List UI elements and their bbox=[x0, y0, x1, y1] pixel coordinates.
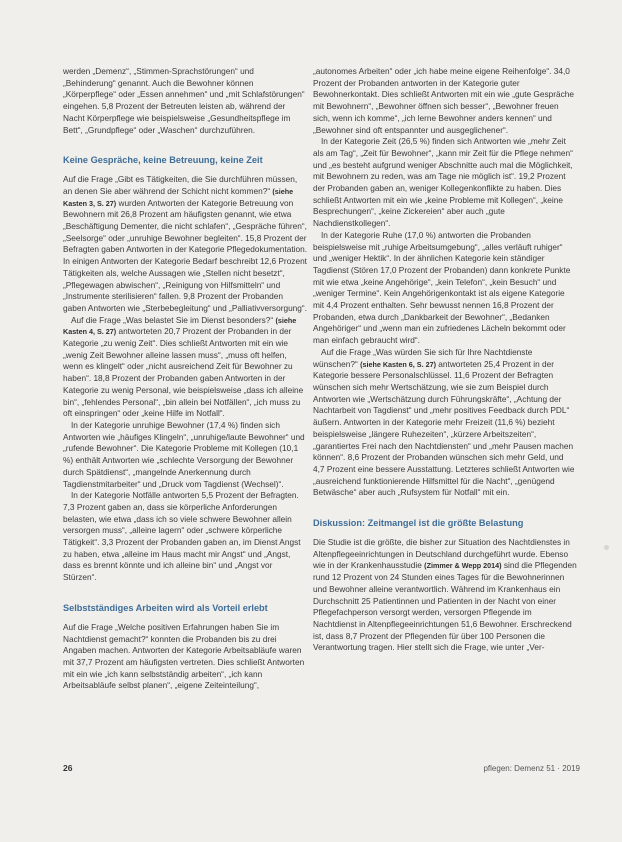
right-column bbox=[313, 66, 577, 654]
paragraph-text: Auf die Frage „Gibt es Tätigkeiten, die Sie durchführen müssen, an denen Sie aber während der Schicht nicht kommen?“ bbox=[63, 174, 298, 196]
punch-hole-mark bbox=[604, 545, 609, 550]
paragraph: „autonomes Arbeiten“ oder „ich habe meine eigene Reihenfolge“. 34,0 Prozent der Probanden antworten in der Kategorie guter Bewohnerkontakt. Dies schließt Antworten mit ein wie „gute Gespräche mit Bewohnern“, „Bewohner öffnen sich besser“, „Bewohner freuen sich, wenn ich komme“, „ich lerne Bewohner anders kennen“ und „Bewohner sind oft entspannter und ausgeglichener“. bbox=[313, 66, 575, 135]
section-heading-keine-gespraeche: Keine Gespräche, keine Betreuung, keine Zeit bbox=[63, 155, 263, 166]
paragraph: Auf die Frage „Welche positiven Erfahrungen haben Sie im Nachtdienst gemacht?“ konnten die Probanden bis zu drei Angaben machen. Antworten der Kategorie Arbeitsabläufe waren mit 37,7 Prozent am häufigsten vertreten. Dies schließt Antworten mit ein wie „ich kann selbstständig arbeiten“, „ich kann Arbeitsabläufe selbst planen“, „eigene Zeiteinteilung“, bbox=[63, 621, 305, 691]
paragraph bbox=[63, 174, 308, 314]
paragraph: In der Kategorie unruhige Bewohner (17,4 %) finden sich Antworten wie „häufiges Klingeln“, „unruhige/laute Bewohner“ und „rufende Bewohner“. Die Kategorie Probleme mit Kollegen (10,1 %) enthält Antworten wie „schlechte Versorgung der Bewohner durch Spätdienst“, „mangelnde Anerkennung durch Tagdienstmitarbeiter“ und „Druck vom Tagdienst (Wechsel)“. bbox=[63, 419, 305, 489]
publication-footer: pflegen: Demenz 51 · 2019 bbox=[483, 764, 580, 773]
paragraph: In der Kategorie Notfälle antworten 5,5 Prozent der Befragten. 7,3 Prozent gaben an, dass sie körperliche Anforderungen belasten, wie etwa „dass ich so viele schwere Bewohner allein versorgen muss“, „alleine lagern“ oder „schwere körperliche Tätigkeit“. 3,3 Prozent der Probanden gaben an, im Dienst Angst zu haben, etwa „alleine im Haus macht mir Angst“ und „Angst, dass es brennt könnte und ich alleine bin“ und „Angst vor Stürzen“. bbox=[63, 490, 301, 583]
section-heading-diskussion: Diskussion: Zeitmangel ist die größte Belastung bbox=[313, 518, 524, 529]
paragraph: werden „Demenz“, „Stimmen-Sprachstörungen“ und „Behinderung“ genannt. Auch die Bewohner können „Körperpflege“ oder „Essen annehmen“ und „mit Schlafstörungen“ eingehen. 5,8 Prozent der Betreuten leisten ab, während der Nacht Körperpflege wie beispielsweise „Gesundheitspflege im Bett“, „Grundpflege“ oder „Waschen“ durchzuführen. bbox=[63, 66, 305, 135]
paragraph: In der Kategorie Ruhe (17,0 %) antworten die Probanden beispielsweise mit „ruhige Arbeitsumgebung“, „alles verläuft ruhiger“ und „weniger Hektik“. In der ähnlichen Kategorie kein ständiger Tagdienst (Stören 17,0 Prozent der Probanden) dann konkrete Punkte mit wie etwa „keine Angehörige“, „kein Telefon“, „kein Besuch“ und „weniger Termine“. Kein Angehörigenkontakt ist als eigene Kategorie mit 4,4 Prozent enthalten. Sehr bewusst nennen 16,8 Prozent der Probanden, etwa durch „Dankbarkeit der Bewohner“, „Bedanken Angehöriger“ und „wenn man ein zufriedenes Lächeln bekommt oder man einfach gebraucht wird“. bbox=[313, 229, 571, 346]
section-heading-selbststaendiges-arbeiten: Selbstständiges Arbeiten wird als Vorteil erlebt bbox=[63, 602, 268, 613]
left-column bbox=[63, 66, 308, 692]
paragraph bbox=[63, 315, 308, 420]
page-number: 26 bbox=[63, 763, 73, 773]
box-reference: (siehe Kasten 3, S. 27) bbox=[63, 186, 294, 208]
paragraph-text: Auf die Frage „Was belastet Sie im Dienst besonders?“ bbox=[71, 314, 274, 325]
paragraph-text: sind die Pflegenden rund 12 Prozent von 24 Stunden eines Tages für die Bewohnerinnen und Bewohner alleine verantwortlich. Während im Krankenhaus ein Durchschnitt 25 Patientinnen und Patienten in der Nacht von einer Pflegefachperson versorgt werden, versorgen Pflegende im Nachtdienst in Altenpflegeeinrichtungen 51,6 Bewohner. Erschreckend ist, dass 8,7 Prozent der Pflegenden für über 100 Personen die Verantwortung tragen. Hier stellt sich die Frage, wie unter „Ver- bbox=[313, 560, 577, 653]
paragraph bbox=[313, 347, 577, 499]
paragraph-text: antworteten 20,7 Prozent der Probanden in der Kategorie „zu wenig Zeit“. Dies schließt Antworten mit ein wie „wenig Zeit Bewohner alleine lassen muss“, „muss oft helfen, wenn es klingelt“ oder „nicht ausreichend Zeit für Bewohner zu haben“. 18,8 Prozent der Probanden gaben Antworten in der Kategorie zu wenig Personal, wie beispielsweise „dass ich alleine bin“, „fehlendes Personal“, „bin allein bei Notfällen“, „ich muss zu oft einspringen“ oder „keine Hilfe im Notfall“. bbox=[63, 326, 304, 419]
paragraph-text: Auf die Frage „Was würden Sie sich für Ihre Nachtdienste wünschen?“ bbox=[313, 346, 533, 369]
paragraph bbox=[313, 537, 577, 654]
paragraph: In der Kategorie Zeit (26,5 %) finden sich Antworten wie „mehr Zeit als am Tag“, „Zeit für Bewohner“, „kann mir Zeit für die Pflege nehmen“ und „es besteht aufgrund weniger Abschnitte auch mal die Möglichkeit, mit Bewohnern zu reden, was am Tage nie möglich ist“. 19,2 Prozent der Probanden gaben an, weniger Kollegenkonflikte zu haben. Dies schließt Antworten mit ein wie „keine Probleme mit Kollegen“, „keine Besprechungen“, „keine Zickereien“ aber auch „gute Nachdienstkollegen“. bbox=[313, 136, 573, 229]
paragraph-text: wurden Antworten der Kategorie Betreuung von Bewohnern mit 26,8 Prozent am häufigsten genannt, wie etwa „Beschäftigung Dementer, die nicht schlafen“, „Gespräche führen“, „Seelsorge“ oder „unruhige Bewohner begleiten“. 15,8 Prozent der Befragten gaben Antworten in der Kategorie Pflegedokumentation. In einigen Antworten der Kategorie Bedarf beschreibt 12,6 Prozent Tätigkeiten als, welche Aussagen wie „Stellen nicht besetzt“, „Pflegewagen abwischen“, „Reinigung von Hilfsmitteln“ und „Instrumente sterilisieren“ fallen. 9,8 Prozent der Probanden gaben Antworten wie „Sterbebegleitung“ und „Palliativversorgung“. bbox=[63, 197, 308, 313]
box-reference: (Zimmer & Wepp 2014) bbox=[424, 561, 502, 571]
box-reference: (siehe Kasten 6, S. 27) bbox=[360, 359, 436, 369]
box-reference: (siehe Kasten 4, S. 27) bbox=[63, 315, 297, 337]
paragraph-text: antworteten 25,4 Prozent in der Kategorie bessere Personalschlüssel. 11,6 Prozent der Befragten wünschen sich mehr Wertschätzung, wie sie zum Beispiel durch Antworten wie „Wertschätzung durch Führungskräfte“, „Achtung der Nachtarbeit von Tagdienst“ und „mehr positives Feedback durch PDL“ äußern. Antworten in der Kategorie mehr Freizeit (11,6 %) bezieht beispielsweise „längere Ruhezeiten“, „kürzere Arbeitszeiten“, „garantiertes Frei nach den Nachtdiensten“ und „mehr Pausen machen können“. 8,6 Prozent der Probanden wünschen sich mehr Geld, und 4,7 Prozent eine bessere Ausstattung. Letzteres schließt Antworten wie „ausreichend funktionierende Hilfsmittel für die Nacht“, „genügend Betwäsche“ aber auch „Rufsystem für Notfall“ mit ein. bbox=[313, 358, 575, 498]
paragraph-text: Die Studie ist die größte, die bisher zur Situation des Nachtdienstes in Altenpflegeeinrichtungen in Deutschland durchgeführt wurde. Ebenso wie in der Krankenhausstudie bbox=[313, 537, 570, 571]
